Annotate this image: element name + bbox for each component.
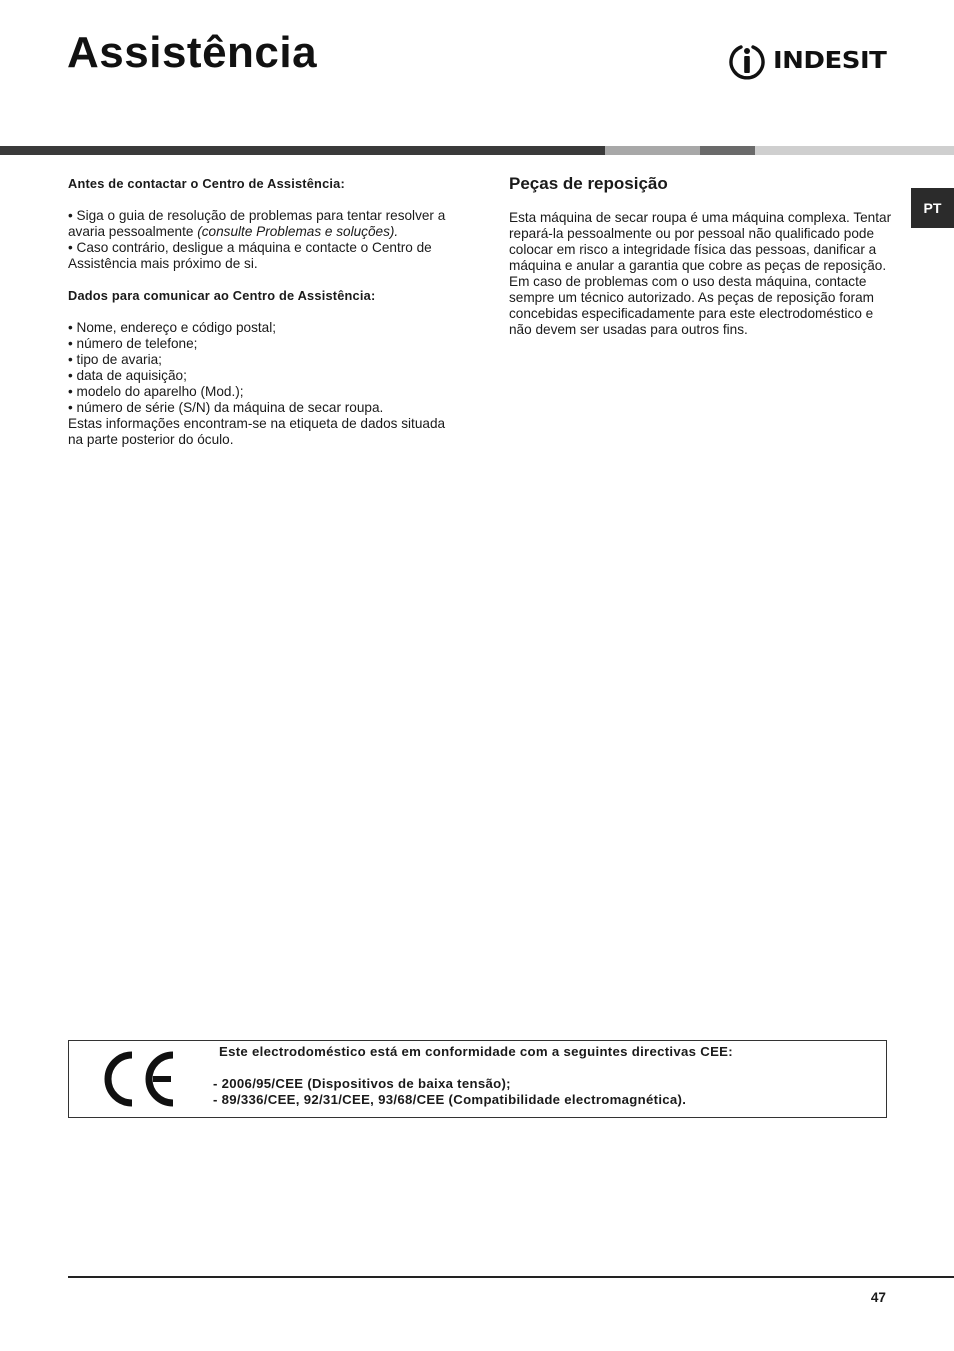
page-number: 47 xyxy=(870,1290,886,1305)
header-rule-dim xyxy=(700,146,755,155)
indesit-logo-icon xyxy=(727,41,767,81)
page-title: Assistência xyxy=(67,28,318,77)
list-item: • número de série (S/N) da máquina de secar roupa. xyxy=(68,400,384,415)
spare-parts-paragraph: Em caso de problemas com o uso desta máquina, contacte sempre um técnico autorizado. As peças de reposição foram concebidas especificadamente para este electrodoméstico e não devem ser usadas para outros fins. xyxy=(509,274,874,337)
language-tab: PT xyxy=(911,188,954,228)
ce-directive-item: - 89/336/CEE, 92/31/CEE, 93/68/CEE (Compatibilidade electromagnética). xyxy=(213,1092,687,1107)
list-item-reference: (consulte Problemas e soluções). xyxy=(197,224,399,239)
before-contact-heading: Antes de contactar o Centro de Assistência: xyxy=(68,176,345,191)
brand-logo xyxy=(727,40,887,82)
data-label-note: Estas informações encontram-se na etiqueta de dados situada na parte posterior do óculo. xyxy=(68,416,446,447)
list-item: • tipo de avaria; xyxy=(68,352,162,367)
assistance-column xyxy=(68,176,453,448)
ce-intro: Este electrodoméstico está em conformidade com a seguintes directivas CEE: xyxy=(219,1044,733,1059)
list-item: • Nome, endereço e código postal; xyxy=(68,320,277,335)
list-item: • modelo do aparelho (Mod.); xyxy=(68,384,244,399)
header-rule-dark xyxy=(0,146,605,155)
list-item xyxy=(68,208,453,240)
spare-parts-title: Peças de reposição xyxy=(509,174,668,193)
data-to-report-heading: Dados para comunicar ao Centro de Assistência: xyxy=(68,288,376,303)
footer-rule xyxy=(68,1276,954,1278)
list-item: • número de telefone; xyxy=(68,336,198,351)
ce-directives xyxy=(213,1044,873,1108)
list-item: • Caso contrário, desligue a máquina e contacte o Centro de Assistência mais próximo de si. xyxy=(68,240,432,271)
ce-directive-item: - 2006/95/CEE (Dispositivos de baixa tensão); xyxy=(213,1076,511,1091)
ce-mark-icon xyxy=(101,1050,181,1108)
list-item-text: • Siga o guia de resolução de problemas para tentar resolver a avaria pessoalmente xyxy=(68,208,446,239)
list-item: • data de aquisição; xyxy=(68,368,187,383)
brand-name: INDESIT xyxy=(773,47,887,75)
spare-parts-column xyxy=(509,176,894,338)
header-rule-mid xyxy=(605,146,700,155)
header-rule-light xyxy=(755,146,954,155)
ce-compliance-box xyxy=(68,1040,887,1118)
spare-parts-paragraph: Esta máquina de secar roupa é uma máquina complexa. Tentar repará-la pessoalmente ou por pessoal não qualificado pode colocar em risco a integridade física das pessoas, danificar a máquina e anular a garantia que cobre as peças de reposição. xyxy=(509,210,892,273)
